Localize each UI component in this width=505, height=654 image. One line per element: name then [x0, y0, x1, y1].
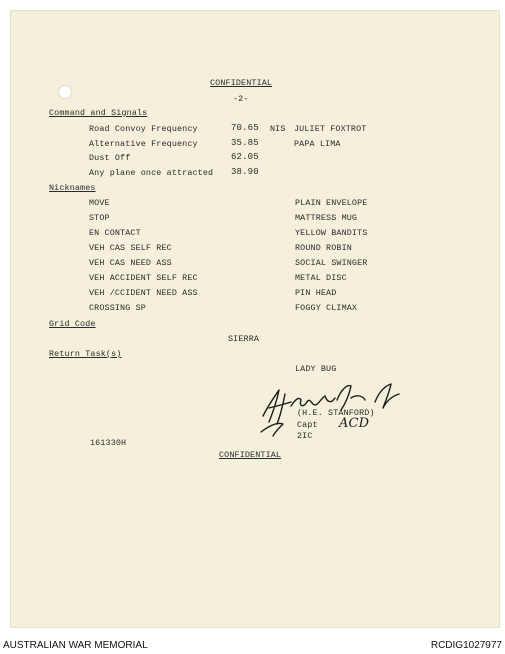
nick-label-veh-accident-need-ass: VEH /CCIDENT NEED ASS [89, 288, 198, 298]
cs-value-road-convoy: 70.65 [231, 123, 259, 133]
cs-label-alternative: Alternative Frequency [89, 139, 198, 149]
nick-codeword-move: PLAIN ENVELOPE [295, 198, 368, 208]
signature-name: (H.E. STANFORD) [297, 408, 375, 418]
footer-right-text: RCDIG1027977 [430, 640, 502, 651]
cs-label-dust-off: Dust Off [89, 153, 131, 163]
nick-codeword-veh-accident-need-ass: PIN HEAD [295, 288, 337, 298]
archive-footer [0, 633, 505, 654]
cs-value-dust-off: 62.05 [231, 152, 259, 162]
section-heading-grid-code: Grid Code [49, 319, 96, 329]
nick-codeword-veh-cas-need-ass: SOCIAL SWINGER [295, 258, 368, 268]
handwritten-note: ACD [339, 416, 370, 431]
signature-role: 2IC [297, 431, 313, 441]
punch-hole [58, 85, 72, 99]
cs-label-any-plane: Any plane once attracted [89, 168, 214, 178]
page-number: -2- [233, 94, 249, 104]
cs-codeword-papa-lima: PAPA LIMA [294, 139, 341, 149]
nick-label-en-contact: EN CONTACT [89, 228, 141, 238]
nick-codeword-stop: MATTRESS MUG [295, 213, 358, 223]
classification-top: CONFIDENTIAL [210, 78, 273, 88]
nick-codeword-veh-accident-self-rec: METAL DISC [295, 273, 347, 283]
date-time-group: 161330H [90, 438, 127, 448]
cs-label-road-convoy: Road Convoy Frequency [89, 124, 198, 134]
classification-bottom: CONFIDENTIAL [219, 450, 282, 460]
nick-label-move: MOVE [89, 198, 110, 208]
section-heading-command-signals: Command and Signals [49, 108, 148, 118]
nick-label-veh-cas-need-ass: VEH CAS NEED ASS [89, 258, 172, 268]
return-task-value: LADY BUG [295, 364, 337, 374]
nick-label-crossing-sp: CROSSING SP [89, 303, 146, 313]
cs-extra-nis: NIS [270, 124, 286, 134]
nick-label-stop: STOP [89, 213, 110, 223]
section-heading-nicknames: Nicknames [49, 183, 96, 193]
grid-code-value: SIERRA [228, 334, 260, 344]
section-heading-return-task: Return Task(s) [49, 349, 122, 359]
nick-codeword-crossing-sp: FOGGY CLIMAX [295, 303, 358, 313]
nick-codeword-veh-cas-self-rec: ROUND ROBIN [295, 243, 352, 253]
cs-value-alternative: 35.85 [231, 138, 259, 148]
signature-rank: Capt [297, 420, 318, 430]
footer-left-text: AUSTRALIAN WAR MEMORIAL [3, 640, 148, 651]
cs-value-any-plane: 38.90 [231, 167, 259, 177]
nick-label-veh-cas-self-rec: VEH CAS SELF REC [89, 243, 172, 253]
cs-codeword-juliet-foxtrot: JULIET FOXTROT [294, 124, 367, 134]
nick-label-veh-accident-self-rec: VEH ACCIDENT SELF REC [89, 273, 198, 283]
nick-codeword-en-contact: YELLOW BANDITS [295, 228, 368, 238]
